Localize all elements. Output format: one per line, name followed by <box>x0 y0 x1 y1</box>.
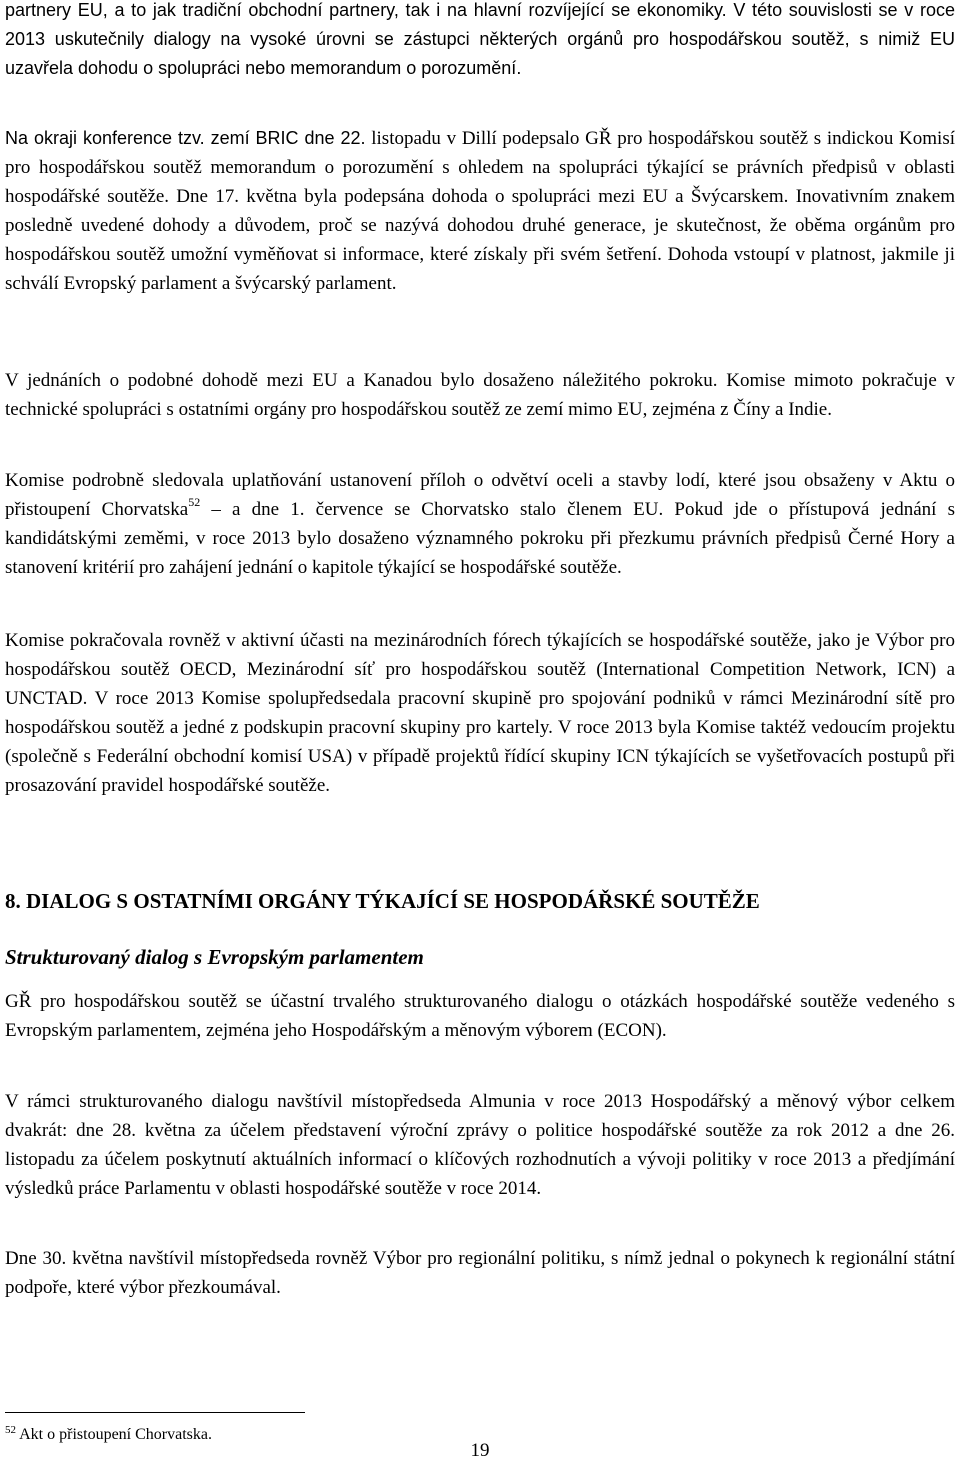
footnote-separator <box>5 1412 305 1413</box>
paragraph-chorvatsko <box>5 466 955 582</box>
paragraph-bric <box>5 124 955 298</box>
footnote-text: Akt o přistoupení Chorvatska. <box>19 1426 212 1443</box>
paragraph-intro: partnery EU, a to jak tradiční obchodní partnery, tak i na hlavní rozvíjející se ekonomiky. V této souvislosti se v roce 2013 uskutečnily dialogy na vysoké úrovni se zástupci některých orgánů pro hospodářskou soutěž, s nimiž EU uzavřela dohodu o spolupráci nebo memorandum o porozumění. <box>5 0 955 78</box>
paragraph-bric-lead: Na okraji konference tzv. zemí BRIC dne 22. <box>5 128 366 148</box>
paragraph-gr: GŘ pro hospodářskou soutěž se účastní trvalého strukturovaného dialogu o otázkách hospodářské soutěže vedeného s Evropským parlamentem, zejména jeho Hospodářským a měnovým výborem (ECON). <box>5 991 955 1041</box>
paragraph-regio: Dne 30. května navštívil místopředseda rovněž Výbor pro regionální politiku, s nímž jednal o pokynech k regionální státní podpoře, které výbor přezkoumával. <box>5 1248 955 1298</box>
paragraph-icn: Komise pokračovala rovněž v aktivní účasti na mezinárodních fórech týkajících se hospodářské soutěže, jako je Výbor pro hospodářskou soutěž OECD, Mezinárodní síť pro hospodářskou soutěž (International Competition Network, ICN) a UNCTAD. V roce 2013 Komise spolupředsedala pracovní skupině pro spojování podniků v rámci Mezinárodní sítě pro hospodářskou soutěž a jedné z podskupin pracovní skupiny pro kartely. V roce 2013 byla Komise taktéž vedoucím projektu (společně s Federální obchodní komisí USA) v případě projektů řídící skupiny ICN týkajících se vyšetřovacích postupů při prosazování pravidel hospodářské soutěže. <box>5 630 955 796</box>
footnote-number: 52 <box>5 1424 16 1436</box>
paragraph-bric-body: listopadu v Dillí podepsalo GŘ pro hospodářskou soutěž s indickou Komisí pro hospodářskou soutěž memorandum o porozumění s ohledem na spolupráci týkající se právních předpisů v oblasti hospodářské soutěže. Dne 17. května byla podepsána dohoda o spolupráci mezi EU a Švýcarskem. Inovativním znakem posledně uvedené dohody a důvodem, proč se nazývá dohodou druhé generace, je skutečnost, že oběma orgánům pro hospodářskou soutěž umožní vyměňovat si informace, které získaly při svém šetření. Dohoda vstoupí v platnost, jakmile ji schválí Evropský parlament a švýcarský parlament. <box>5 128 955 294</box>
section-heading-8: 8. DIALOG S OSTATNÍMI ORGÁNY TÝKAJÍCÍ SE HOSPODÁŘSKÉ SOUTĚŽE <box>5 889 760 913</box>
footnote-ref-52[interactable]: 52 <box>188 495 201 509</box>
paragraph-kanada: V jednáních o podobné dohodě mezi EU a Kanadou bylo dosaženo náležitého pokroku. Komise mimoto pokračuje v technické spolupráci s ostatními orgány pro hospodářskou soutěž ze zemí mimo EU, zejména z Číny a Indie. <box>5 370 955 420</box>
page-number: 19 <box>470 1440 490 1461</box>
paragraph-almunia: V rámci strukturovaného dialogu navštívil místopředseda Almunia v roce 2013 Hospodářský a měnový výbor celkem dvakrát: dne 28. května za účelem představení výroční zprávy o politice hospodářské soutěže za rok 2012 a dne 26. listopadu za účelem poskytnutí aktuálních informací o klíčových rozhodnutích a vývoji politiky v roce 2013 a předjímání výsledků práce Parlamentu v oblasti hospodářské soutěže v roce 2014. <box>5 1091 955 1199</box>
paragraph-chorvatsko-a: Komise podrobně sledovala uplatňování ustanovení příloh o odvětví oceli a stavby lodí, které jsou obsaženy v Aktu o přistoupení Chorvatska <box>5 470 955 520</box>
paragraph-chorvatsko-b: – a dne 1. července se Chorvatsko stalo členem EU. Pokud jde o přístupová jednání s kandidátskými zeměmi, v roce 2013 bylo dosaženo významného pokroku při přezkumu právních předpisů Černé Hory a stanovení kritérií pro zahájení jednání o kapitole týkající se hospodářské soutěže. <box>5 499 956 578</box>
subheading-parlament: Strukturovaný dialog s Evropským parlamentem <box>5 945 424 969</box>
